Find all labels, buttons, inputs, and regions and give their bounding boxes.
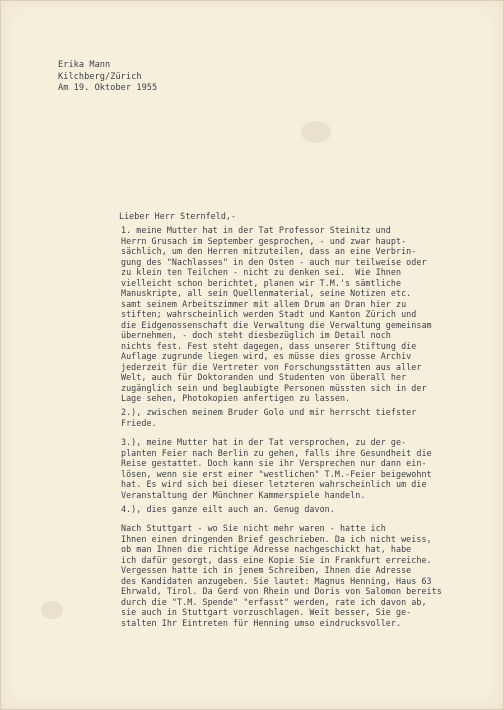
text-line: sächlich, um den Herren mitzuteilen, dass an eine Verbrin- xyxy=(121,246,417,256)
text-line: sie auch in Stuttgart vorzuschlagen. Weit besser, Sie ge- xyxy=(121,607,412,617)
paper-stain xyxy=(41,601,63,619)
paragraph-4 xyxy=(121,504,481,515)
text-line: 2.), zwischen meinem Bruder Golo und mir herrscht tiefster xyxy=(121,407,417,417)
paragraph-5 xyxy=(121,523,481,628)
text-line: hat. Es wird sich bei dieser letzteren wahrscheinlich um die xyxy=(121,479,427,489)
text-line: Welt, auch für Doktoranden und Studenten von überall her xyxy=(121,372,407,382)
text-line: 3.), meine Mutter hat in der Tat versprochen, zu der ge- xyxy=(121,437,407,447)
text-line: übernehmen, - doch steht diesbezüglich im Detail noch xyxy=(121,330,391,340)
paper-stain xyxy=(301,121,331,143)
text-line: ob man Ihnen die richtige Adresse nachgeschickt hat, habe xyxy=(121,544,412,554)
text-line: Reise gestattet. Doch kann sie ihr Versprechen nur dann ein- xyxy=(121,458,427,468)
text-line: Ehrwald, Tirol. Da Gerd von Rhein und Doris von Salomon bereits xyxy=(121,586,442,596)
text-line: gung des "Nachlasses" in den Osten - auch nur teilweise oder xyxy=(121,256,427,267)
sender-name: Erika Mann xyxy=(58,60,111,70)
text-line: 4.), dies ganze eilt auch an. Genug davon. xyxy=(121,504,335,514)
text-line: jederzeit für die Vertreter von Forschungsstätten aus aller xyxy=(121,361,422,372)
text-line: Nach Stuttgart - wo Sie nicht mehr waren - hatte ich xyxy=(121,523,386,533)
text-line: zu klein ten Teilchen - nicht zu denken sei. Wie Ihnen xyxy=(121,267,402,277)
paragraph-1 xyxy=(121,225,481,404)
text-line: Manuskripte, all sein Quellenmaterial, seine Notizen etc. xyxy=(121,288,412,298)
text-line: lösen, wenn sie erst einer "westlichen" T.M.-Feier beigewohnt xyxy=(121,468,432,479)
text-line: des Kandidaten anzugeben. Sie lautet: Magnus Henning, Haus 63 xyxy=(121,575,432,586)
sender-location: Kilchberg/Zürich xyxy=(58,71,142,82)
text-line: vielleicht schon berichtet, planen wir T.M.'s sämtliche xyxy=(121,277,402,288)
paragraph-3 xyxy=(121,437,481,500)
text-line: stiften; wahrscheinlich werden Stadt und Kanton Zürich und xyxy=(121,309,417,319)
text-line: stalten Ihr Eintreten für Henning umso eindrucksvoller. xyxy=(121,617,402,628)
text-line: nichts fest. Fest steht dagegen, dass unserer Stiftung die xyxy=(121,340,417,351)
text-line: Vergessen hatte ich in jenem Schreiben, Ihnen die Adresse xyxy=(121,565,412,575)
text-line: ich dafür gesorgt, dass eine Kopie Sie in Frankfurt erreiche. xyxy=(121,554,432,565)
salutation: Lieber Herr Sternfeld,- xyxy=(119,211,237,221)
text-line: Herrn Grusach im September gesprochen, - und zwar haupt- xyxy=(121,235,407,246)
text-line: durch die "T.M. Spende" "erfasst" werden, rate ich davon ab, xyxy=(121,596,427,607)
text-line: 1. meine Mutter hat in der Tat Professor Steinitz und xyxy=(121,225,391,235)
text-line: Ihnen einen dringenden Brief geschrieben. Da ich nicht weiss, xyxy=(121,533,432,544)
text-line: samt seinem Arbeitszimmer mit allem Drum an Dran hier zu xyxy=(121,298,407,309)
letter-header xyxy=(58,60,157,95)
text-line: zugänglich sein und beglaubigte Personen müssten sich in der xyxy=(121,382,427,393)
text-line: planten Feier nach Berlin zu gehen, falls ihre Gesundheit die xyxy=(121,447,432,458)
text-line: Auflage zugrunde liegen wird, es müsse dies grosse Archiv xyxy=(121,351,412,361)
paragraph-2 xyxy=(121,407,481,428)
text-line: Friede. xyxy=(121,417,157,428)
letter-date: Am 19. Oktober 1955 xyxy=(58,83,158,93)
text-line: die Eidgenossenschaft die Verwaltung die Verwaltung gemeinsam xyxy=(121,319,432,330)
text-line: Veranstaltung der Münchner Kammerspiele handeln. xyxy=(121,489,366,500)
text-line: Lage sehen, Photokopien anfertigen zu lassen. xyxy=(121,393,351,403)
